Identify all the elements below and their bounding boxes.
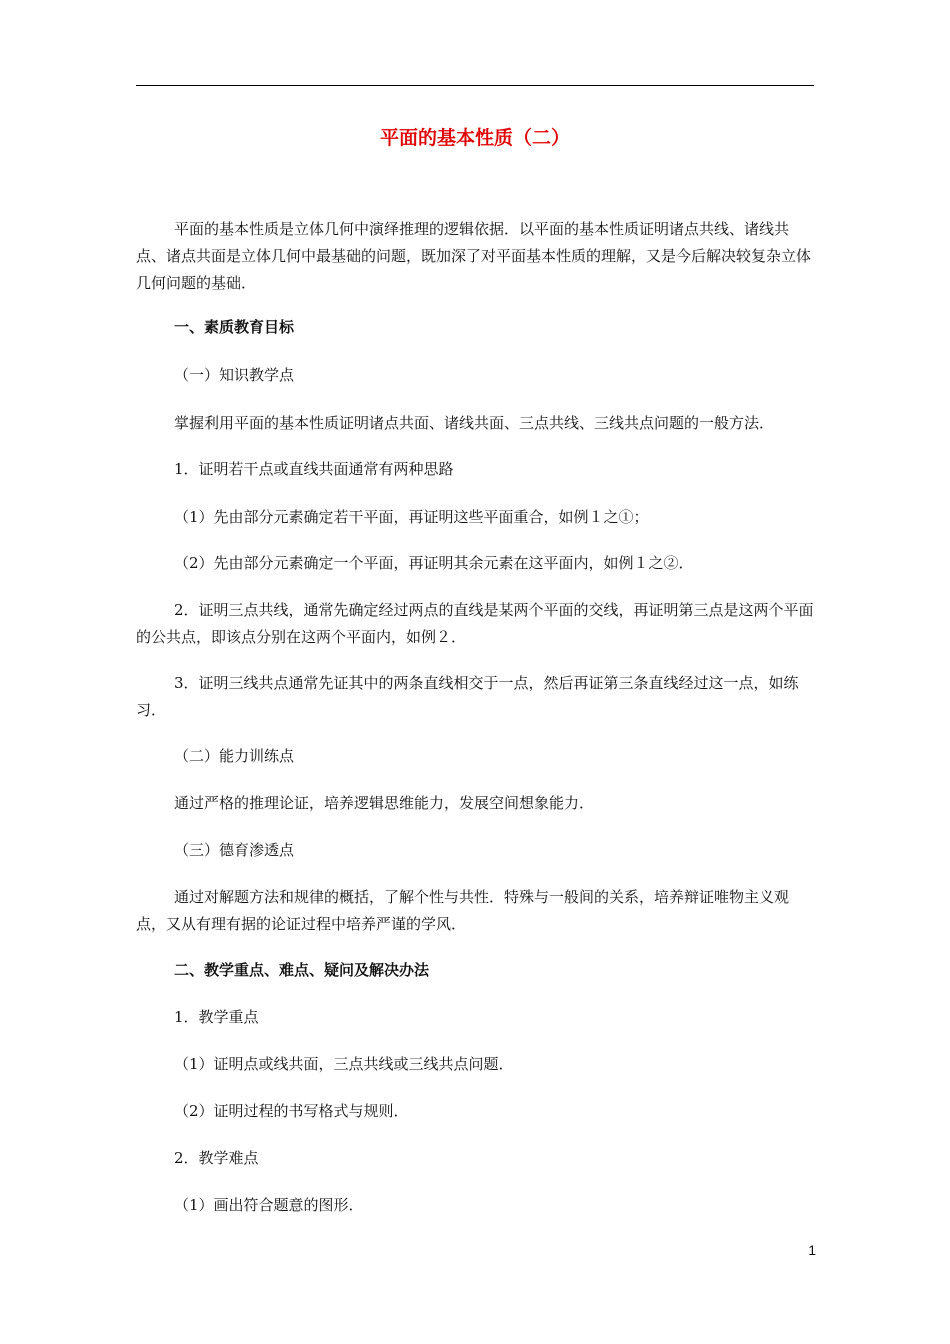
section-heading-1: 一、素质教育目标	[174, 318, 295, 336]
key-point-1: （1）证明点或线共面，三点共线或三线共点问题．	[174, 1055, 514, 1073]
document-title: 平面的基本性质（二）	[379, 127, 570, 149]
page-number: 1	[808, 1242, 816, 1258]
difficulty-1: （1）画出符合题意的图形．	[174, 1196, 364, 1214]
moral-text: 通过对解题方法和规律的概括，了解个性与共性．特殊与一般间的关系，培养辩证唯物主义观点，又从有理有据的论证过程中培养严谨的学风．	[136, 888, 790, 933]
intro-paragraph: 平面的基本性质是立体几何中演绎推理的逻辑依据．以平面的基本性质证明诸点共线、诸线共点、诸点共面是立体几何中最基础的问题，既加深了对平面基本性质的理解，又是今后解决较复杂立体几何问题的基础．	[136, 220, 812, 292]
knowledge-point-3: 3．证明三线共点通常先证其中的两条直线相交于一点，然后再证第三条直线经过这一点，如练习．	[136, 674, 799, 719]
knowledge-point-1b: （2）先由部分元素确定一个平面，再证明其余元素在这平面内，如例１之②．	[174, 554, 694, 572]
key-points-label: 1．教学重点	[174, 1008, 259, 1026]
subsection-label-ability: （二）能力训练点	[174, 747, 295, 765]
subsection-label-knowledge: （一）知识教学点	[174, 366, 295, 384]
difficulties-label: 2．教学难点	[174, 1149, 259, 1167]
knowledge-point-2: 2．证明三点共线，通常先确定经过两点的直线是某两个平面的交线，再证明第三点是这两个平面的公共点，即该点分别在这两个平面内，如例２．	[136, 601, 814, 646]
knowledge-summary: 掌握利用平面的基本性质证明诸点共面、诸线共面、三点共线、三线共点问题的一般方法．	[174, 414, 775, 432]
ability-text: 通过严格的推理论证，培养逻辑思维能力，发展空间想象能力．	[174, 794, 595, 812]
subsection-label-moral: （三）德育渗透点	[174, 841, 295, 859]
knowledge-point-1a: （1）先由部分元素确定若干平面，再证明这些平面重合，如例１之①；	[174, 508, 649, 526]
section-heading-2: 二、教学重点、难点、疑问及解决办法	[174, 961, 430, 979]
key-point-2: （2）证明过程的书写格式与规则．	[174, 1102, 409, 1120]
header-rule	[136, 85, 814, 86]
knowledge-point-1: 1．证明若干点或直线共面通常有两种思路	[174, 460, 454, 478]
